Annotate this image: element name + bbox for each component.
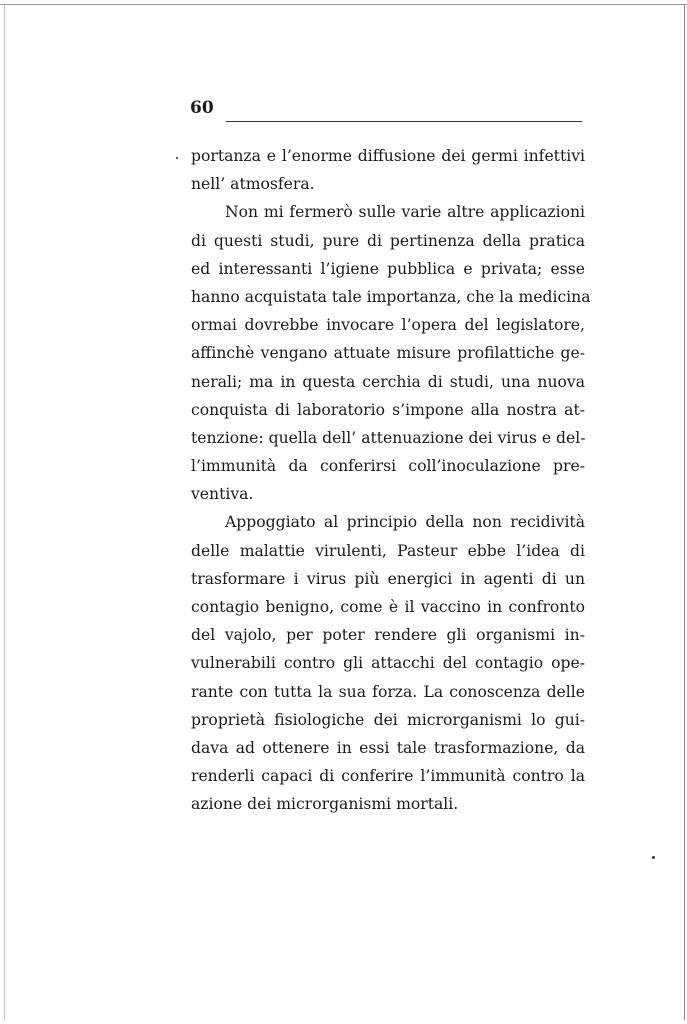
text-line: hanno acquistata tale importanza, che la medicina <box>191 287 591 306</box>
text-line: affinchè vengano attuate misure profilattiche ge- <box>191 344 585 363</box>
page-number: 60 <box>190 98 214 118</box>
text-line: trasformare i virus più energici in agenti di un <box>191 569 585 588</box>
body-text <box>191 142 591 819</box>
text-line: del vajolo, per poter rendere gli organismi in- <box>191 626 585 645</box>
text-line: delle malattie virulenti, Pasteur ebbe l’idea di <box>191 541 585 560</box>
text-line: l’immunità da conferirsi coll’inoculazione pre- <box>191 457 585 476</box>
text-line: Appoggiato al principio della non recidività <box>225 513 585 532</box>
text-line: azione dei microrganismi mortali. <box>191 795 459 814</box>
text-line: portanza e l’enorme diffusione dei germi infettivi <box>191 147 585 165</box>
text-line: vulnerabili contro gli attacchi del contagio ope- <box>191 654 585 673</box>
header-rule <box>226 121 582 122</box>
text-line: ventiva. <box>191 485 254 504</box>
text-line: nell’ atmosfera. <box>191 175 315 194</box>
text-line: ed interessanti l’igiene pubblica e privata; esse <box>191 259 585 278</box>
text-line: proprietà fisiologiche dei microrganismi lo gui- <box>191 710 585 729</box>
text-line: renderli capaci di conferire l’immunità contro la <box>191 767 585 786</box>
text-line: dava ad ottenere in essi tale trasformazione, da <box>191 738 585 757</box>
text-line: nerali; ma in questa cerchia di studi, una nuova <box>191 372 585 391</box>
text-line: rante con tutta la sua forza. La conoscenza delle <box>191 682 585 701</box>
scan-speck <box>176 157 178 159</box>
scan-top-edge <box>0 4 687 5</box>
text-line: di questi studi, pure di pertinenza della pratica <box>191 231 585 250</box>
scan-speck <box>652 856 655 859</box>
text-line: Non mi fermerò sulle varie altre applicazioni <box>225 203 585 222</box>
text-line: conquista di laboratorio s’impone alla nostra at- <box>191 400 585 419</box>
text-line: ormai dovrebbe invocare l’opera del legislatore, <box>191 316 585 335</box>
text-line: contagio benigno, come è il vaccino in confronto <box>191 598 585 616</box>
text-line: tenzione: quella dell’ attenuazione dei virus e del- <box>191 428 586 447</box>
scan-right-edge <box>684 4 685 1020</box>
scan-left-edge <box>4 4 5 1020</box>
